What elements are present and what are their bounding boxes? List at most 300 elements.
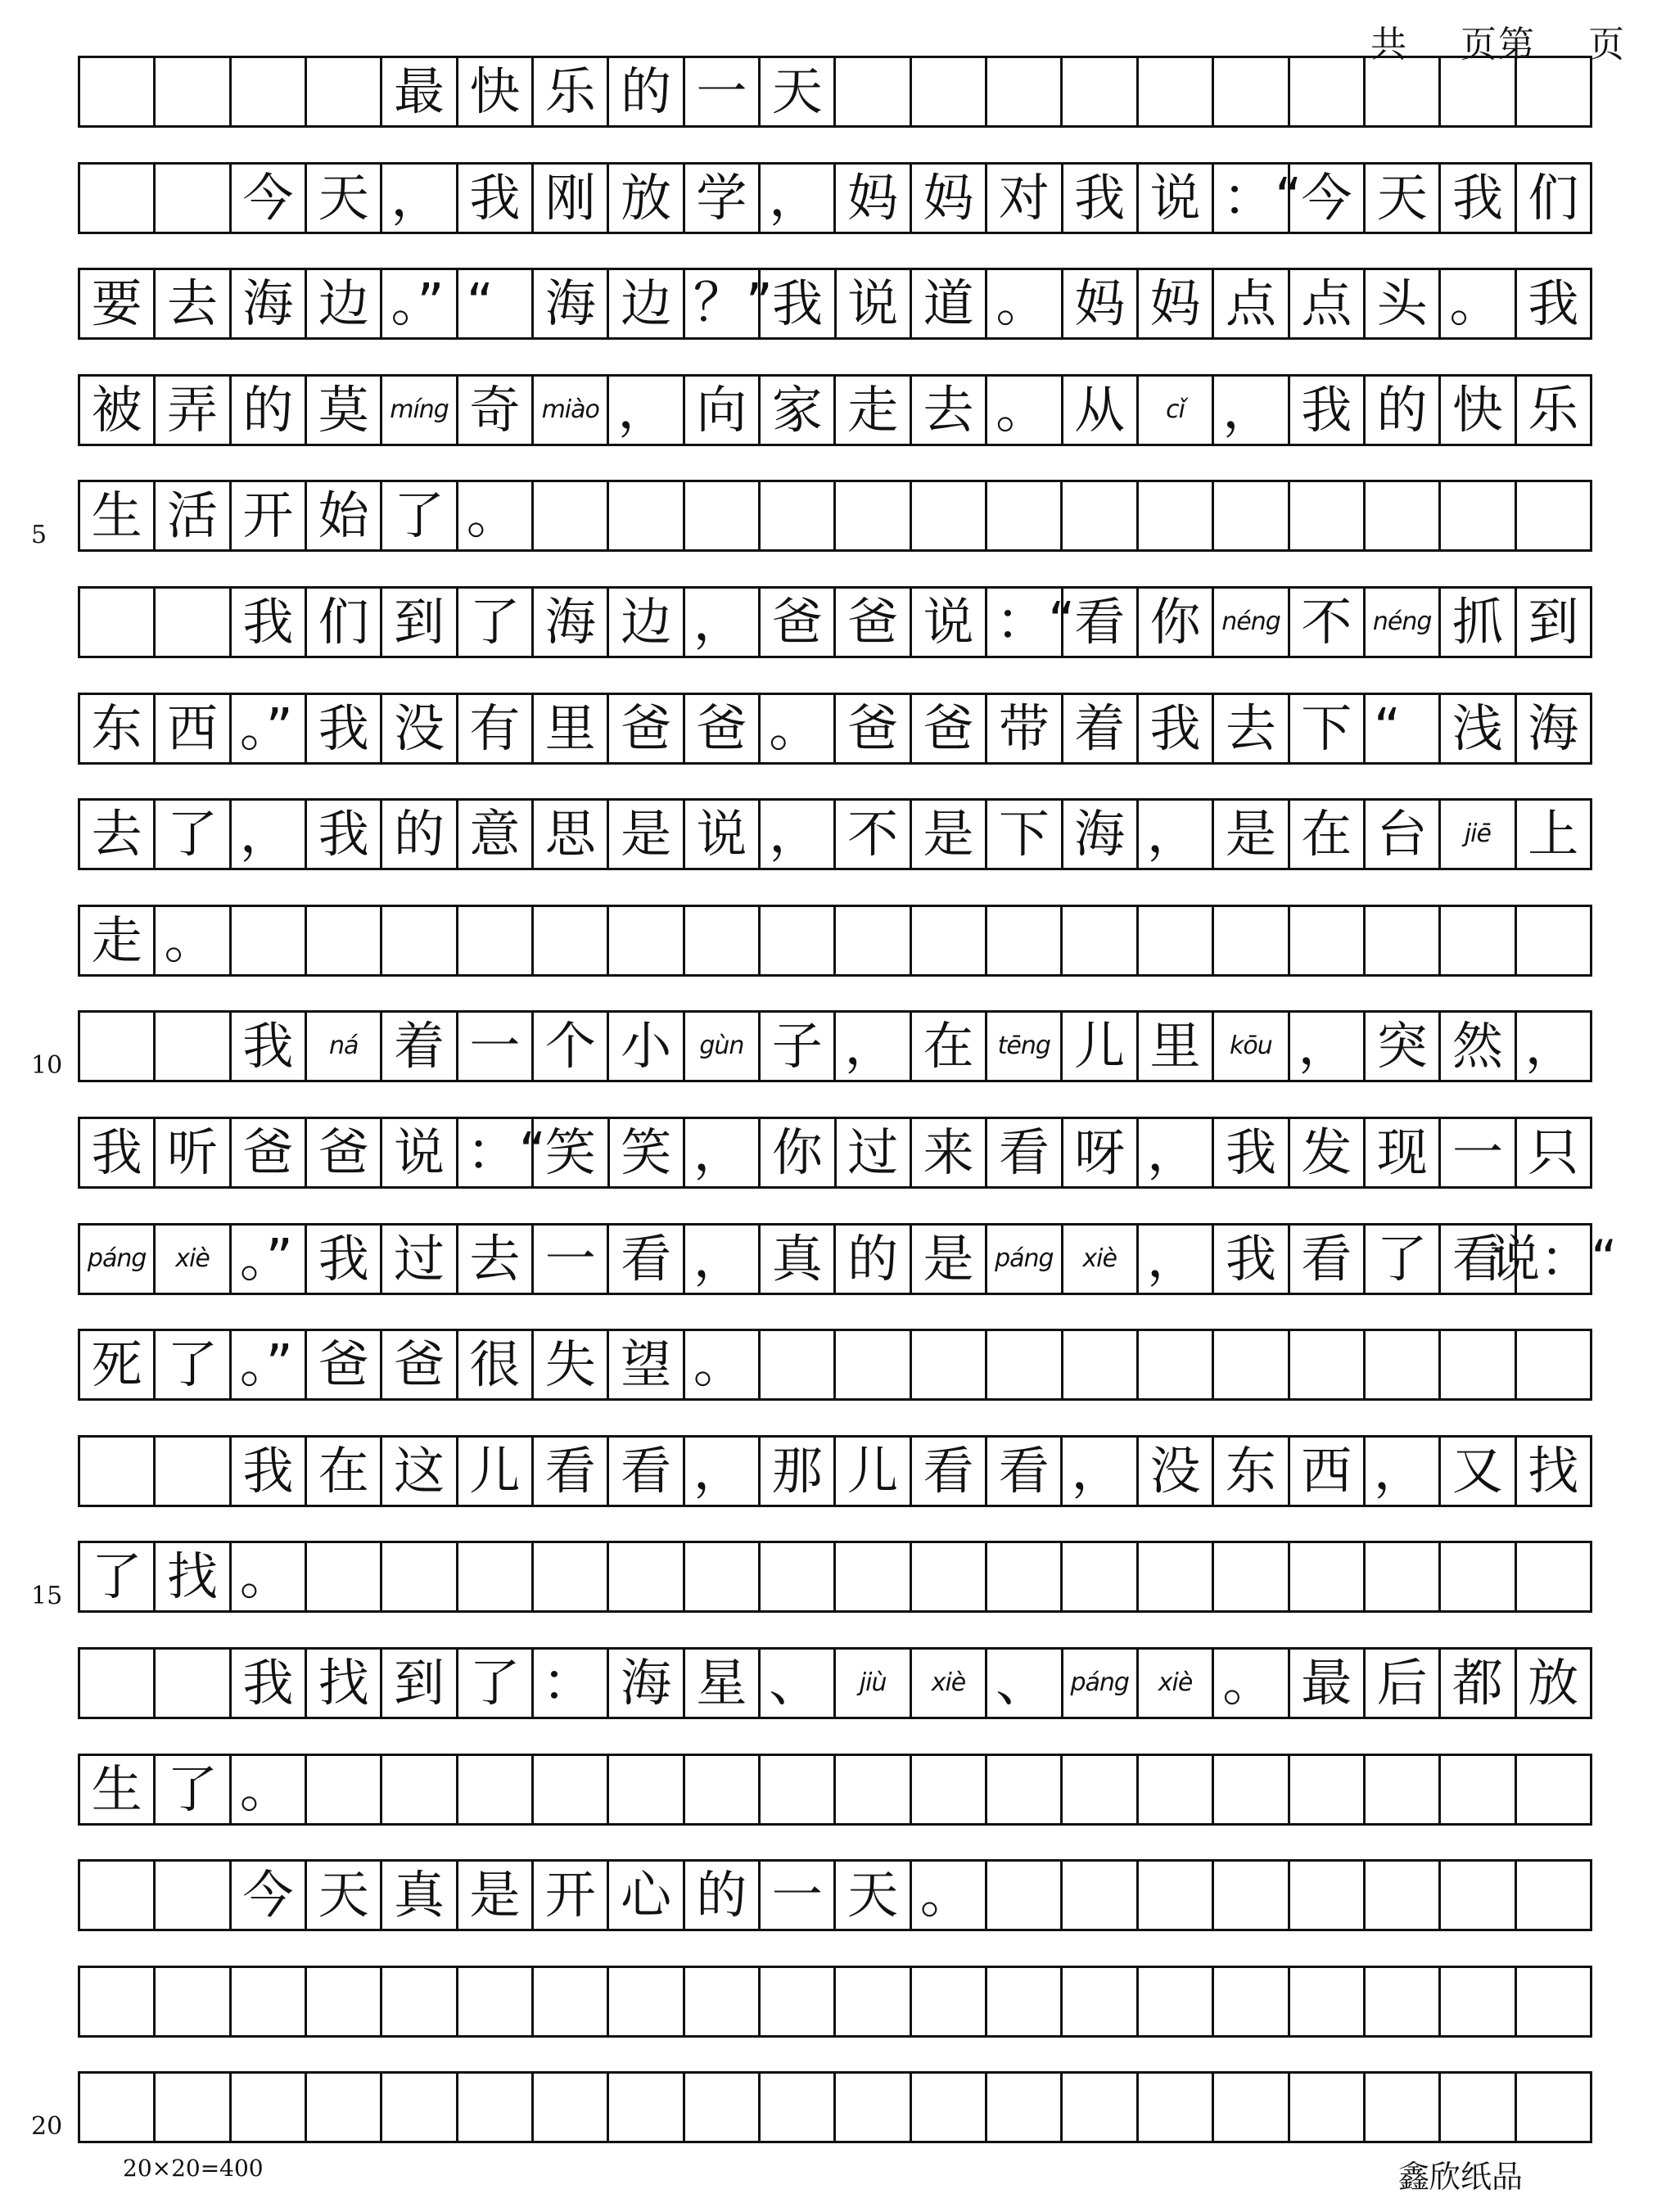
grid-cell: [836, 1756, 911, 1823]
grid-cell: páng: [80, 1226, 156, 1293]
grid-cell: [1214, 1543, 1289, 1610]
grid-cell: 看: [987, 1438, 1063, 1505]
grid-cell: [1214, 2074, 1289, 2141]
grid-cell: 然: [1441, 1013, 1516, 1080]
grid-cell: 走: [836, 377, 911, 444]
grid-cell: [1063, 1543, 1138, 1610]
grid-cell: [1063, 58, 1138, 125]
grid-cell: [987, 1968, 1063, 2035]
grid-cell: [156, 58, 231, 125]
grid-cell: 了: [382, 482, 458, 549]
grid-cell: [761, 1331, 836, 1398]
grid-cell: [1366, 2074, 1441, 2141]
grid-cell: 爸: [685, 695, 761, 762]
grid-row-13: [78, 1329, 1592, 1401]
grid-cell: [987, 1756, 1063, 1823]
grid-cell: [156, 1438, 231, 1505]
grid-cell: 边: [609, 589, 684, 656]
grid-cell: 了: [80, 1543, 156, 1610]
grid-cell: [912, 1968, 987, 2035]
grid-cell: 浅: [1441, 695, 1516, 762]
grid-cell: 爸: [382, 1331, 458, 1398]
grid-cell: 海: [609, 1650, 684, 1717]
grid-cell: 头: [1366, 270, 1441, 337]
grid-cell: [1441, 1543, 1516, 1610]
grid-cell: 。: [232, 1756, 307, 1823]
grid-cell: [1441, 482, 1516, 549]
grid-cell: 向: [685, 377, 761, 444]
grid-cell: ：“: [1214, 165, 1290, 232]
grid-cell: [685, 907, 761, 974]
grid-cell: [156, 2074, 231, 2141]
grid-cell: 看: [609, 1226, 684, 1293]
grid-cell: 奇: [458, 377, 534, 444]
grid-cell: 走: [80, 907, 156, 974]
grid-cell: [1290, 1968, 1366, 2035]
grid-cell: ，: [836, 1013, 911, 1080]
grid-cell: 不: [836, 801, 911, 868]
grid-cell: 是: [458, 1862, 534, 1929]
grid-cell: [912, 482, 987, 549]
grid-cell: 我: [232, 1438, 307, 1505]
grid-row-6: [78, 586, 1592, 658]
grid-cell: 东: [1214, 1438, 1289, 1505]
grid-cell: [1517, 907, 1592, 974]
grid-cell: 下: [987, 801, 1063, 868]
grid-cell: [1441, 2074, 1516, 2141]
grid-row-3: [78, 268, 1592, 340]
grid-cell: xiè: [1063, 1226, 1139, 1293]
grid-cell: 你: [761, 1119, 836, 1186]
paper-brand: 鑫欣纸品: [1397, 2159, 1523, 2195]
grid-cell: [156, 165, 231, 232]
grid-row-20: [78, 2071, 1592, 2143]
grid-cell: 一: [1441, 1119, 1516, 1186]
grid-cell: [80, 1013, 156, 1080]
grid-cell: 到: [382, 1650, 458, 1717]
grid-cell: [307, 1968, 382, 2035]
grid-cell: [232, 907, 307, 974]
grid-cell: [232, 58, 307, 125]
grid-cell: [156, 589, 231, 656]
grid-cell: 星: [685, 1650, 761, 1717]
grid-cell: [987, 1543, 1063, 1610]
grid-cell: [761, 907, 836, 974]
grid-cell: ，: [1139, 1119, 1214, 1186]
grid-cell: 上: [1517, 801, 1592, 868]
grid-cell: 只: [1517, 1119, 1592, 1186]
grid-cell: 。: [987, 377, 1063, 444]
grid-cell: 这: [382, 1438, 458, 1505]
grid-cell: 点: [1214, 270, 1289, 337]
grid-cell: 天: [1366, 165, 1441, 232]
grid-cell: 一: [458, 1013, 534, 1080]
grid-cell: 爸: [761, 589, 836, 656]
grid-cell: 那: [761, 1438, 836, 1505]
grid-cell: 妈: [1139, 270, 1214, 337]
grid-cell: ，: [1139, 801, 1214, 868]
grid-cell: 。: [685, 1331, 761, 1398]
grid-cell: [534, 1756, 609, 1823]
grid-cell: 爸: [609, 695, 684, 762]
grid-cell: 儿: [836, 1438, 911, 1505]
grid-cell: 去: [156, 270, 231, 337]
grid-cell: ，: [685, 1438, 761, 1505]
grid-cell: [1214, 1968, 1289, 2035]
grid-cell: 弄: [156, 377, 231, 444]
grid-cell: [609, 482, 684, 549]
grid-cell: [1517, 1968, 1592, 2035]
grid-cell: néng: [1366, 589, 1441, 656]
grid-cell: ，: [685, 1119, 761, 1186]
grid-cell: [1366, 1756, 1441, 1823]
grid-cell: 我: [307, 695, 382, 762]
grid-cell: 过: [837, 1119, 912, 1186]
grid-cell: 我: [232, 1650, 307, 1717]
grid-cell: 没: [1139, 1438, 1214, 1505]
grid-cell: [307, 1756, 382, 1823]
grid-cell: 去: [1214, 695, 1289, 762]
grid-cell: ，: [1366, 1438, 1441, 1505]
grid-cell: [836, 1968, 911, 2035]
grid-cell: ，: [761, 801, 836, 868]
grid-cell: [987, 907, 1063, 974]
grid-cell: 很: [458, 1331, 534, 1398]
grid-cell: [836, 907, 911, 974]
grid-cell: [685, 1968, 761, 2035]
grid-cell: 海: [1517, 695, 1592, 762]
grid-cell: 我: [1063, 165, 1139, 232]
grid-cell: [534, 1543, 609, 1610]
grid-cell: [458, 2074, 534, 2141]
line-number: 10: [31, 1051, 63, 1081]
grid-cell: 始: [307, 482, 382, 549]
grid-cell: 有: [458, 695, 534, 762]
grid-cell: 到: [382, 589, 458, 656]
grid-cell: [836, 2074, 911, 2141]
grid-cell: [987, 2074, 1063, 2141]
grid-cell: 道: [912, 270, 987, 337]
grid-cell: 莫: [307, 377, 382, 444]
grid-cell: 我: [232, 1013, 307, 1080]
page-header: 共 页第 页: [1370, 24, 1626, 65]
grid-cell: [1366, 1968, 1441, 2035]
grid-cell: 了: [156, 1331, 231, 1398]
grid-cell: 爸: [307, 1331, 382, 1398]
grid-cell: [1063, 907, 1138, 974]
grid-cell: [80, 2074, 156, 2141]
grid-cell: 台: [1366, 801, 1441, 868]
grid-cell: cǐ: [1139, 377, 1214, 444]
grid-row-18: [78, 1859, 1592, 1931]
grid-cell: 是: [609, 801, 684, 868]
grid-cell: [836, 482, 911, 549]
grid-cell: ná: [307, 1013, 382, 1080]
grid-cell: 意: [458, 801, 534, 868]
grid-cell: 在: [307, 1438, 382, 1505]
grid-cell: [761, 482, 836, 549]
grid-cell: 望: [609, 1331, 684, 1398]
grid-cell: 我: [1214, 1226, 1289, 1293]
grid-cell: 被: [80, 377, 156, 444]
grid-cell: 生: [80, 1756, 156, 1823]
grid-cell: 们: [307, 589, 382, 656]
grid-cell: [761, 1968, 836, 2035]
grid-cell: 今: [232, 165, 307, 232]
grid-cell: [1290, 1862, 1366, 1929]
grid-cell: [156, 1968, 231, 2035]
grid-cell: 今: [232, 1862, 307, 1929]
grid-cell: 西: [156, 695, 231, 762]
grid-row-17: [78, 1754, 1592, 1826]
grid-cell: [1290, 1331, 1366, 1398]
grid-cell: [1063, 1968, 1138, 2035]
grid-cell: 今: [1290, 165, 1366, 232]
grid-cell: [382, 1543, 458, 1610]
grid-cell: 的: [609, 58, 684, 125]
grid-cell: 爸: [836, 589, 911, 656]
grid-cell: 带: [987, 695, 1063, 762]
grid-cell: 爸: [232, 1119, 307, 1186]
grid-cell: [1517, 1543, 1592, 1610]
grid-cell: [1517, 1862, 1592, 1929]
grid-cell: [685, 2074, 761, 2141]
grid-cell: 要: [80, 270, 156, 337]
grid-cell: 心: [609, 1862, 684, 1929]
grid-cell: 听: [156, 1119, 231, 1186]
grid-cell: 。”: [232, 1226, 307, 1293]
grid-cell: xiè: [912, 1650, 987, 1717]
grid-cell: 爸: [912, 695, 987, 762]
grid-cell: 的: [685, 1862, 761, 1929]
grid-cell: 看: [1441, 1226, 1516, 1293]
grid-cell: [912, 1756, 987, 1823]
grid-cell: 、: [761, 1650, 836, 1717]
grid-cell: 边: [307, 270, 382, 337]
grid-cell: 西: [1290, 1438, 1366, 1505]
grid-cell: ，: [761, 165, 836, 232]
grid-cell: 一: [685, 58, 761, 125]
grid-cell: 去: [80, 801, 156, 868]
grid-cell: 。: [987, 270, 1063, 337]
grid-cell: 最: [1290, 1650, 1366, 1717]
grid-cell: 了: [156, 801, 231, 868]
grid-cell: [1366, 1543, 1441, 1610]
grid-row-19: [78, 1966, 1592, 2038]
grid-cell: páng: [987, 1226, 1063, 1293]
grid-cell: [1139, 2074, 1214, 2141]
grid-cell: [1214, 1756, 1289, 1823]
grid-cell: [761, 2074, 836, 2141]
grid-row-16: [78, 1647, 1592, 1719]
grid-cell: 快: [458, 58, 534, 125]
grid-cell: [1063, 1862, 1138, 1929]
grid-cell: 们: [1517, 165, 1592, 232]
grid-cell: 一: [534, 1226, 609, 1293]
grid-cell: 海: [534, 270, 609, 337]
grid-cell: 的: [836, 1226, 911, 1293]
grid-cell: 对: [987, 165, 1063, 232]
grid-cell: [836, 1331, 911, 1398]
grid-cell: 看: [987, 1119, 1063, 1186]
grid-cell: 。: [156, 907, 231, 974]
grid-cell: 笑: [534, 1119, 609, 1186]
grid-cell: [1139, 1862, 1214, 1929]
grid-cell: [382, 1968, 458, 2035]
grid-cell: 一: [761, 1862, 836, 1929]
grid-cell: 放: [609, 165, 684, 232]
grid-cell: [80, 1862, 156, 1929]
grid-cell: 边: [609, 270, 684, 337]
grid-cell: 看: [1063, 589, 1139, 656]
grid-cell: 了: [458, 589, 534, 656]
grid-cell: 在: [1290, 801, 1366, 868]
grid-cell: [156, 1862, 231, 1929]
grid-row-2: [78, 162, 1592, 234]
grid-cell: 妈: [836, 165, 911, 232]
grid-cell: 我: [307, 1226, 382, 1293]
grid-cell: [1139, 58, 1214, 125]
grid-cell: 思: [534, 801, 609, 868]
grid-cell: ，: [1517, 1013, 1592, 1080]
grid-cell: 小: [609, 1013, 684, 1080]
grid-cell: [609, 1756, 684, 1823]
grid-cell: [1063, 1756, 1138, 1823]
grid-cell: 快: [1441, 377, 1516, 444]
grid-cell: 看: [912, 1438, 987, 1505]
grid-cell: 的: [1366, 377, 1441, 444]
grid-cell: 我: [1214, 1119, 1289, 1186]
grid-cell: [987, 1331, 1063, 1398]
grid-cell: [1517, 1756, 1592, 1823]
grid-cell: 我: [458, 165, 534, 232]
grid-cell: xiè: [156, 1226, 231, 1293]
grid-cell: ，: [382, 165, 458, 232]
grid-cell: 突: [1366, 1013, 1441, 1080]
grid-cell: 、: [987, 1650, 1063, 1717]
grid-cell: 爸: [307, 1119, 382, 1186]
grid-cell: [1290, 1543, 1366, 1610]
grid-cell: 妈: [1063, 270, 1139, 337]
grid-cell: [1139, 1331, 1214, 1398]
grid-cell: 家: [761, 377, 836, 444]
grid-cell: jiù: [836, 1650, 911, 1717]
grid-cell: 说: [837, 270, 912, 337]
grid-cell: 天: [761, 58, 836, 125]
grid-cell: [382, 907, 458, 974]
grid-cell: 。: [912, 1862, 987, 1929]
grid-cell: 。: [232, 1543, 307, 1610]
grid-cell: 都: [1441, 1650, 1516, 1717]
grid-cell: [382, 1756, 458, 1823]
grid-cell: [609, 1968, 684, 2035]
grid-cell: [307, 2074, 382, 2141]
grid-cell: 从: [1063, 377, 1139, 444]
grid-cell: 失: [534, 1331, 609, 1398]
grid-cell: [1139, 1543, 1214, 1610]
grid-cell: 找: [1517, 1438, 1592, 1505]
grid-cell: [912, 1543, 987, 1610]
grid-cell: [1441, 1756, 1516, 1823]
grid-cell: 说: [382, 1119, 458, 1186]
grid-cell: 。: [761, 695, 836, 762]
grid-cell: 是: [912, 1226, 987, 1293]
grid-cell: [1366, 1862, 1441, 1929]
grid-cell: 学: [685, 165, 761, 232]
grid-cell: 看: [609, 1438, 684, 1505]
grid-cell: 现: [1366, 1119, 1441, 1186]
grid-cell: ：“: [987, 589, 1063, 656]
grid-cell: 最: [382, 58, 458, 125]
grid-cell: 又: [1441, 1438, 1516, 1505]
grid-cell: néng: [1214, 589, 1289, 656]
grid-cell: ？”: [685, 270, 761, 337]
grid-cell: 到: [1517, 589, 1592, 656]
grid-cell: [1517, 58, 1592, 125]
grid-cell: [761, 1543, 836, 1610]
grid-cell: [912, 1331, 987, 1398]
grid-cell: [1139, 1968, 1214, 2035]
grid-cell: 儿: [1063, 1013, 1138, 1080]
grid-cell: 来: [912, 1119, 987, 1186]
grid-cell: 里: [1139, 1013, 1214, 1080]
grid-cell: [1517, 1331, 1592, 1398]
grid-cell: 的: [382, 801, 458, 868]
grid-cell: [1214, 1331, 1289, 1398]
line-number: 20: [31, 2112, 63, 2142]
grid-cell: 。”: [382, 270, 458, 337]
grid-cell: 我: [80, 1119, 156, 1186]
grid-cell: [307, 907, 382, 974]
grid-cell: miào: [534, 377, 609, 444]
grid-cell: kōu: [1214, 1013, 1289, 1080]
grid-cell: 我: [1290, 377, 1366, 444]
grid-cell: ，: [685, 1226, 761, 1293]
grid-row-1: [78, 56, 1592, 128]
grid-cell: 笑: [610, 1119, 685, 1186]
grid-cell: [307, 58, 382, 125]
grid-row-9: [78, 905, 1592, 977]
grid-cell: [1290, 2074, 1366, 2141]
grid-cell: 找: [307, 1650, 382, 1717]
grid-cell: 去: [458, 1226, 534, 1293]
grid-cell: 放: [1517, 1650, 1592, 1717]
grid-cell: 说：“: [1517, 1226, 1593, 1293]
grid-cell: 抓: [1441, 589, 1516, 656]
grid-cell: 下: [1290, 695, 1366, 762]
grid-cell: ：“: [458, 1119, 535, 1186]
grid-cell: “: [1366, 695, 1441, 762]
grid-cell: 刚: [534, 165, 609, 232]
grid-cell: 着: [382, 1013, 458, 1080]
grid-row-10: [78, 1010, 1592, 1082]
grid-cell: gùn: [685, 1013, 761, 1080]
grid-cell: 我: [1441, 165, 1516, 232]
grid-cell: [458, 1968, 534, 2035]
grid-cell: 生: [80, 482, 156, 549]
grid-cell: 子: [761, 1013, 836, 1080]
grid-cell: 开: [232, 482, 307, 549]
grid-cell: 你: [1139, 589, 1214, 656]
grid-cell: [1139, 482, 1214, 549]
grid-cell: [1366, 907, 1441, 974]
grid-cell: 去: [912, 377, 987, 444]
grid-cell: [80, 589, 156, 656]
grid-cell: 海: [534, 589, 609, 656]
grid-cell: 点: [1290, 270, 1366, 337]
grid-cell: 发: [1290, 1119, 1366, 1186]
grid-cell: 儿: [458, 1438, 534, 1505]
